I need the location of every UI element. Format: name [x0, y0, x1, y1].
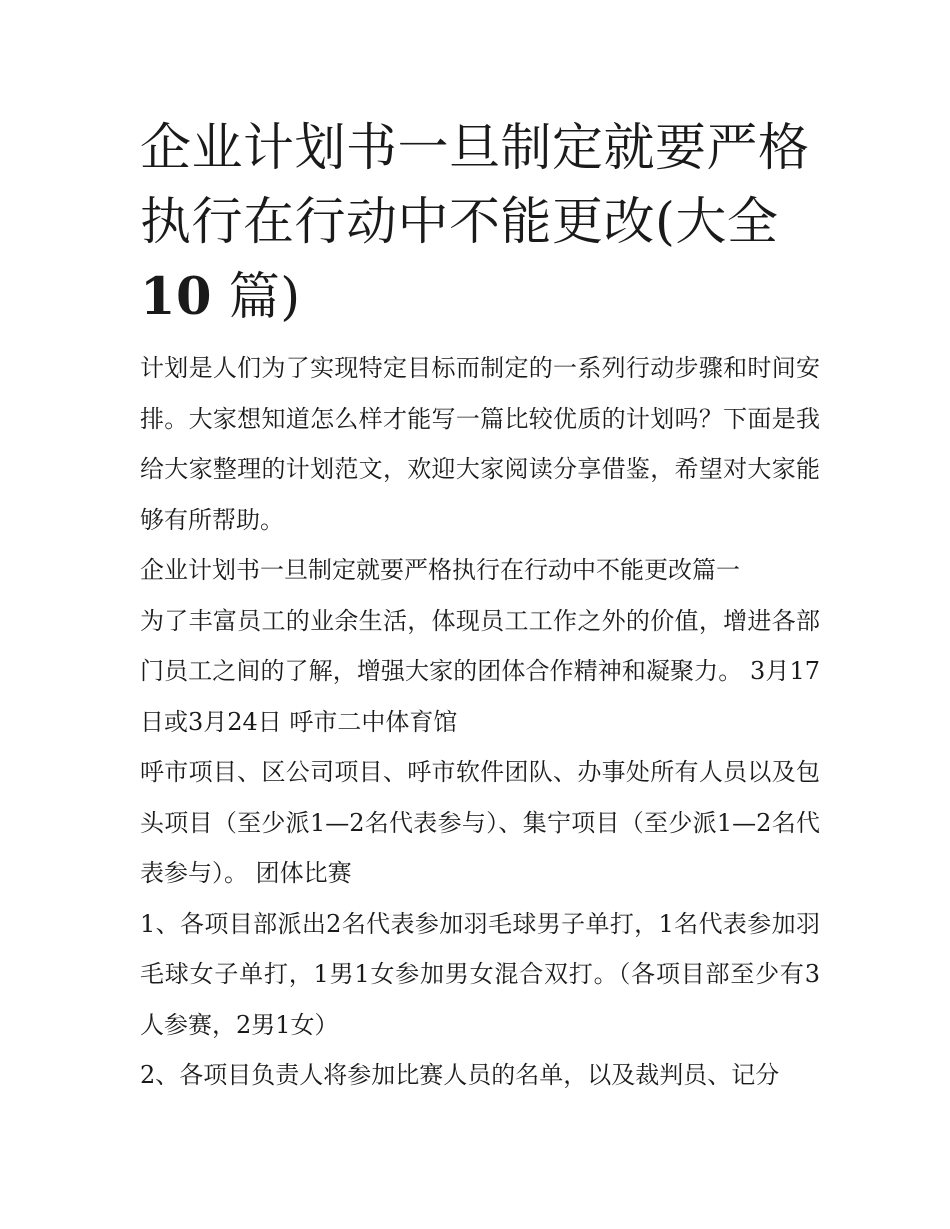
intro-paragraph: 计划是人们为了实现特定目标而制定的一系列行动步骤和时间安排。大家想知道怎么样才能写一篇比较优质的计划吗？下面是我给大家整理的计划范文，欢迎大家阅读分享借鉴，希望对大家能够有所帮助。 [140, 354, 820, 534]
body-paragraph-rule-1: 1、各项目部派出2名代表参加羽毛球男子单打，1名代表参加羽毛球女子单打，1男1女参加男女混合双打。（各项目部至少有3人参赛，2男1女） [140, 909, 820, 1039]
section-heading: 企业计划书一旦制定就要严格执行在行动中不能更改篇一 [140, 556, 740, 584]
document-title: 企业计划书一旦制定就要严格 执行在行动中不能更改(大全 10 篇) [140, 119, 810, 327]
body-paragraph-participants: 呼市项目、区公司项目、呼市软件团队、办事处所有人员以及包头项目（至少派1—2名代表参与）、集宁项目（至少派1—2名代表参与）。 团体比赛 [140, 758, 820, 887]
body-paragraph-rule-2: 2、各项目负责人将参加比赛人员的名单，以及裁判员、记分 [140, 1061, 780, 1089]
document-content [140, 112, 820, 1101]
body-paragraph-purpose: 为了丰富员工的业余生活，体现员工工作之外的价值，增进各部门员工之间的了解，增强大家的团体合作精神和凝聚力。 3月17日或3月24日 呼市二中体育馆 [140, 606, 820, 736]
